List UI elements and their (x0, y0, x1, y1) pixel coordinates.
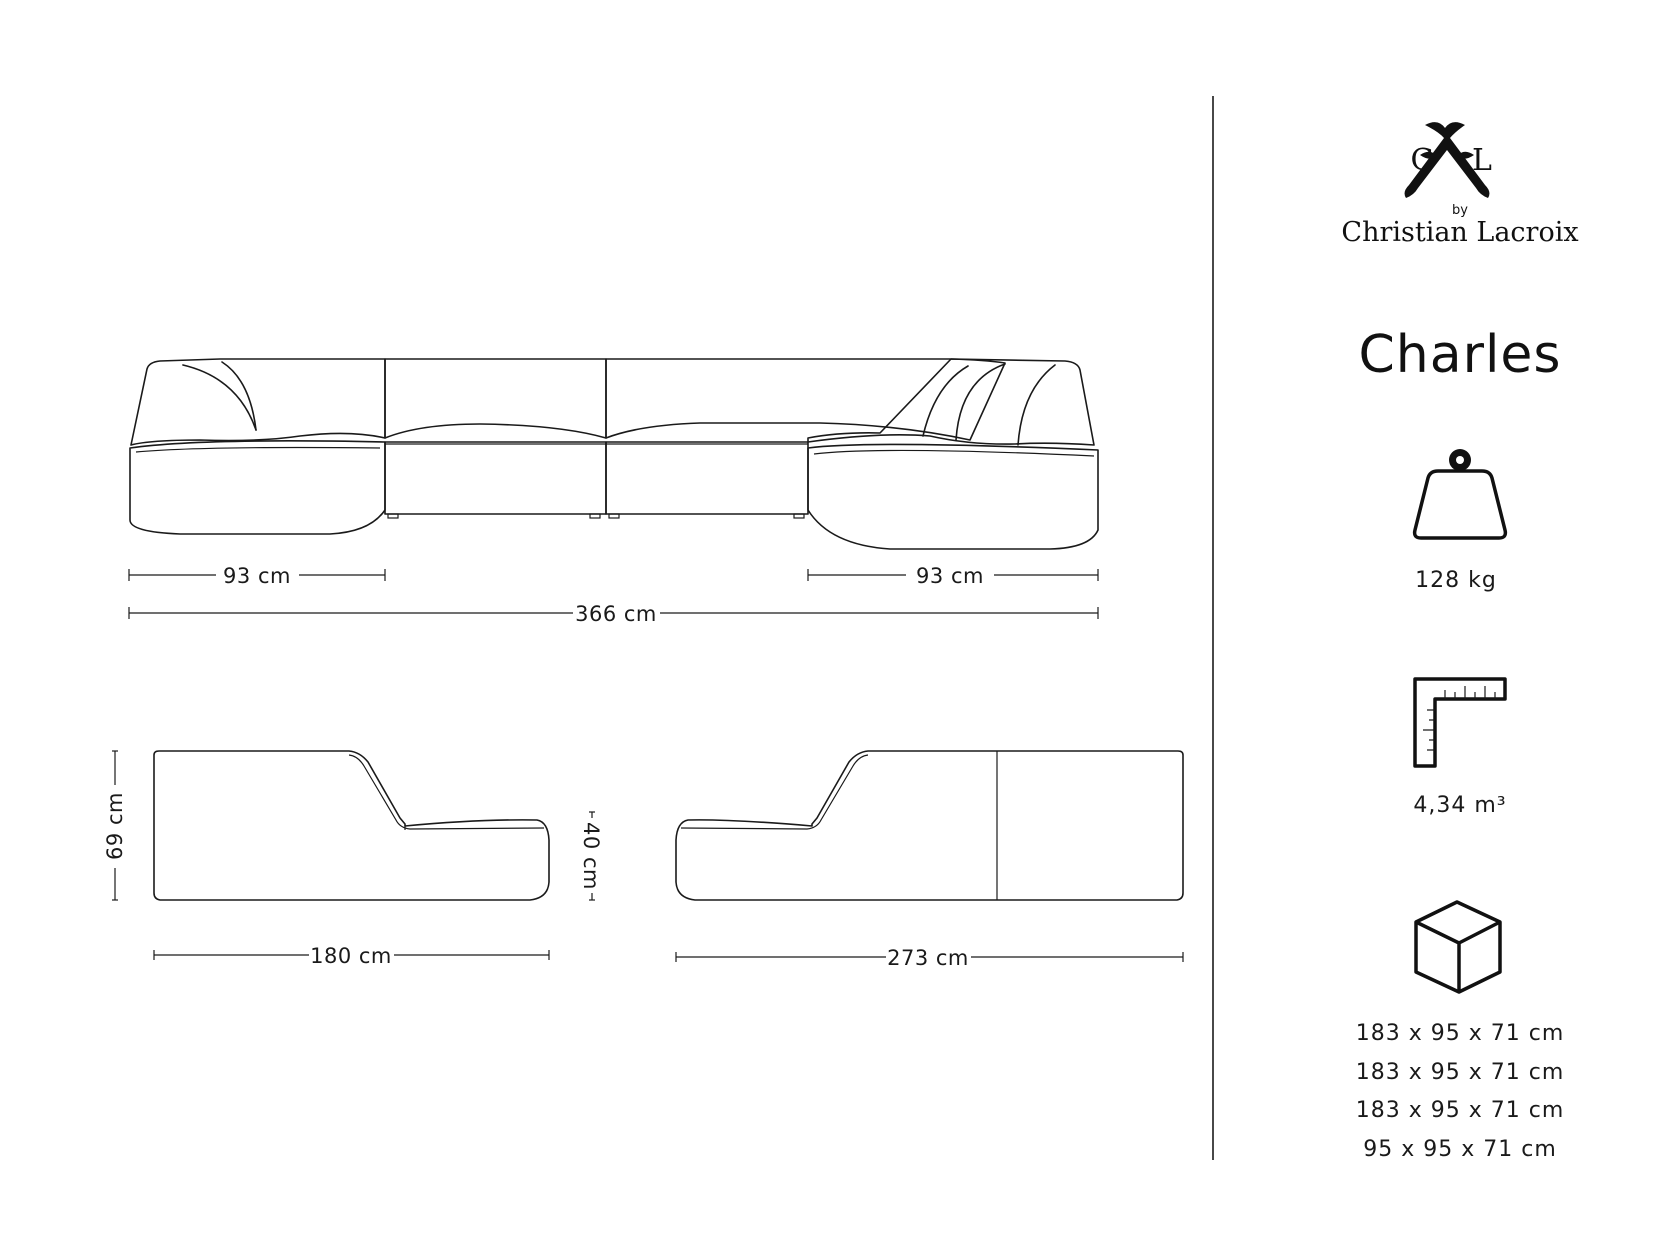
package-line: 183 x 95 x 71 cm (1355, 1098, 1565, 1123)
sofa-front-view (130, 359, 1098, 549)
logo-letter-c: C (1410, 143, 1434, 178)
dim-left-side-length: 180 cm (310, 944, 392, 968)
volume-value: 4,34 m³ (1413, 793, 1507, 818)
package-line: 95 x 95 x 71 cm (1363, 1137, 1557, 1162)
weight-icon (1415, 449, 1506, 538)
product-title: Charles (1358, 325, 1562, 385)
sofa-right-side-view (676, 751, 1183, 900)
weight-value: 128 kg (1415, 568, 1497, 593)
right-side-dimension-lines (676, 946, 1183, 970)
brand-logo (1341, 122, 1578, 248)
package-line: 183 x 95 x 71 cm (1355, 1021, 1565, 1046)
dim-front-right-module: 93 cm (916, 564, 984, 588)
dim-seat-height: 40 cm (579, 822, 603, 890)
dim-side-height: 69 cm (103, 792, 127, 860)
box-icon (1416, 902, 1500, 992)
front-dimension-lines (129, 564, 1098, 626)
package-line: 183 x 95 x 71 cm (1355, 1060, 1565, 1085)
dim-front-left-module: 93 cm (223, 564, 291, 588)
brand-name: Christian Lacroix (1341, 217, 1579, 248)
sofa-left-side-view (154, 751, 549, 900)
package-dimensions-list (1356, 1021, 1565, 1162)
dim-front-total: 366 cm (575, 602, 657, 626)
left-side-dimension-lines (103, 751, 603, 968)
brand-by: by (1452, 203, 1468, 218)
ruler-corner-icon (1415, 679, 1505, 766)
logo-letter-l: L (1472, 143, 1492, 178)
dim-right-side-length: 273 cm (887, 946, 969, 970)
